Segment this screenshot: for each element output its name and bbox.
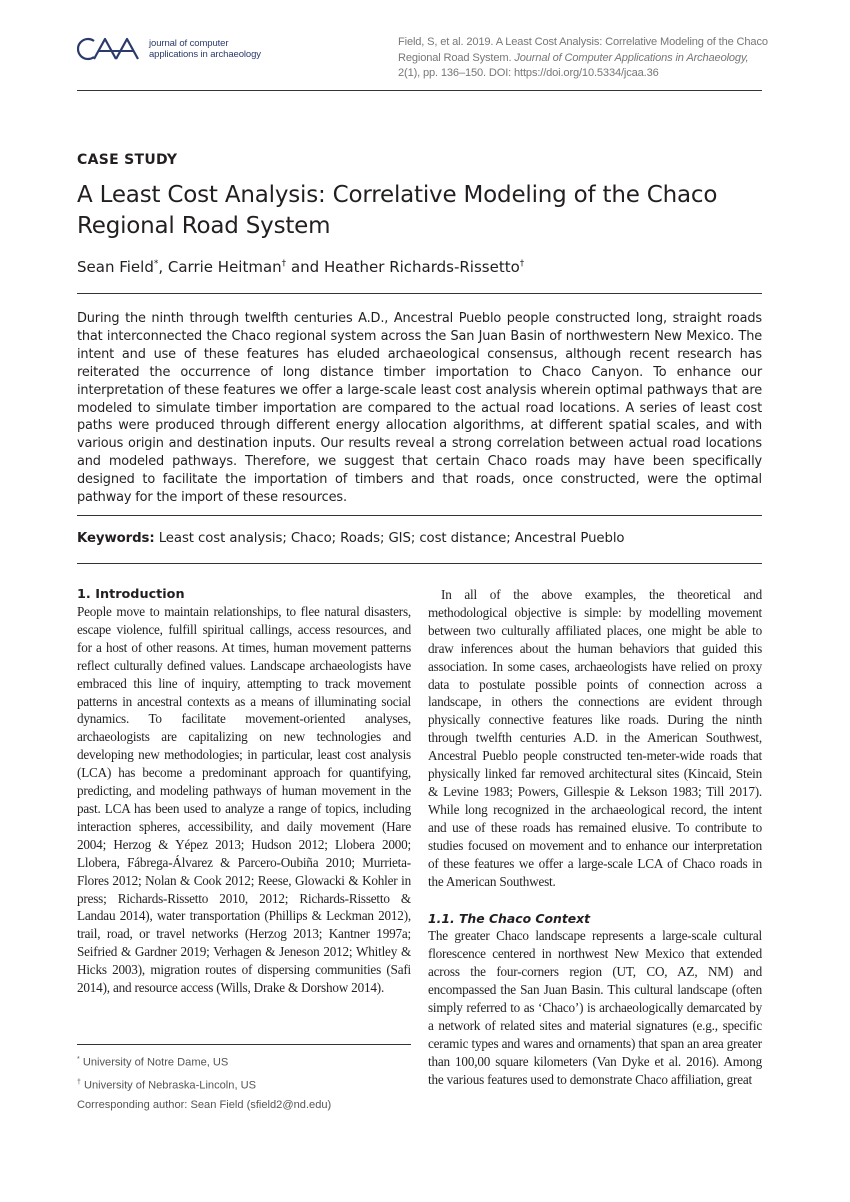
author-affiliation-mark: † — [519, 259, 525, 269]
author-name: Sean Field — [77, 258, 154, 276]
citation — [398, 35, 768, 82]
section-heading-introduction: 1. Introduction — [77, 587, 185, 602]
left-column — [77, 587, 411, 997]
article-title: A Least Cost Analysis: Correlative Modeling of the Chaco Regional Road System — [77, 182, 718, 239]
author-separator: and — [286, 258, 324, 276]
article-type: CASE STUDY — [77, 152, 178, 168]
keywords — [77, 531, 624, 546]
abstract: During the ninth through twelfth centuries A.D., Ancestral Pueblo people constructed long, straight roads that interconnected the Chaco regional system across the San Juan Basin of northwestern New Mexico. The intent and use of these features has eluded archaeological consensus, although recent research has reiterated the occurrence of long distance timber importation to Chaco Canyon. To enhance our interpretation of these features we offer a large-scale least cost analysis wherein optimal pathways that are modeled to simulate timber importation are compared to the actual road locations. A series of least cost paths were produced through different energy allocation algorithms, at different spatial scales, and with various origin and destination inputs. Our results reveal a strong correlation between actual road locations and modeled pathways. Therefore, we suggest that certain Chaco roads may have been specifically designed to facilitate the importation of timbers and that roads, once constructed, were the optimal pathway for the import of these resources. — [77, 311, 762, 506]
author-name: Heather Richards-Rissetto — [323, 258, 520, 276]
logo-line-1: journal of computer — [149, 38, 229, 49]
footnote-1-text: University of Notre Dame, US — [82, 1056, 229, 1069]
keywords-label: Keywords: — [77, 531, 155, 546]
abstract-top-rule — [77, 293, 762, 294]
keywords-text: Least cost analysis; Chaco; Roads; GIS; cost distance; Ancestral Pueblo — [158, 531, 625, 546]
footnotes — [77, 1050, 411, 1115]
footnote-2-text: University of Nebraska-Lincoln, US — [84, 1079, 257, 1092]
footnote-1 — [77, 1050, 411, 1073]
journal-logo[interactable] — [77, 34, 261, 64]
right-column — [428, 586, 762, 1089]
corresponding-author[interactable]: Corresponding author: Sean Field (sfield2@nd.edu) — [77, 1098, 332, 1111]
author-separator: , — [158, 258, 168, 276]
citation-part-2[interactable]: 2(1), pp. 136–150. DOI: https://doi.org/10.5334/jcaa.36 — [398, 67, 659, 79]
footnote-1-mark: * — [77, 1056, 80, 1063]
caa-logo-icon — [77, 34, 143, 64]
logo-text — [149, 38, 261, 60]
footnote-2 — [77, 1073, 411, 1096]
footnote-rule — [77, 1044, 411, 1045]
author-affiliation-mark: * — [153, 259, 159, 269]
introduction-paragraph-2: In all of the above examples, the theoretical and methodological objective is simple: by modelling movement between two culturally affiliated places, one might be able to draw inferences about the human behaviors that guided this association. In some cases, archaeologists have relied on proxy data to postulate possible points of connection across a landscape, in others the connections are evident through physically connective features like roads. During the ninth through twelfth centuries A.D. in the American Southwest, Ancestral Pueblo people constructed ten-meter-wide roads that physically linked far removed architectural sites (Kincaid, Stein & Levine 1983; Powers, Gillespie & Lekson 1983; Till 2017). While long recognized in the archaeological record, the intent and use of these roads has remained elusive. To contribute to studies focused on movement and to enhance our interpretation of these features we offer a large-scale LCA of Chaco roads in the American Southwest. — [428, 587, 762, 889]
footnote-2-mark: † — [77, 1078, 81, 1086]
subsection-heading-chaco-context: 1.1. The Chaco Context — [428, 911, 591, 927]
citation-journal: Journal of Computer Applications in Archaeology, — [514, 51, 749, 64]
chaco-context-paragraph: The greater Chaco landscape represents a large-scale cultural florescence centered in northwest New Mexico that extended across the four-corners region (UT, CO, AZ, NM) and encompassed the San Juan Basin. This cultural landscape (often simply referred to as ‘Chaco’) is archaeologically demarcated by a network of related sites and material signatures (e.g., specific ceramic types and wares and ornaments) that span an area greater than 100,00 square kilometers (Van Dyke et al. 2016). Among the various features used to demonstrate Chaco affiliation, great — [428, 928, 762, 1087]
author-name: Carrie Heitman — [167, 258, 282, 276]
logo-line-2: applications in archaeology — [149, 49, 261, 60]
author-affiliation-mark: † — [281, 259, 287, 269]
header-rule — [77, 90, 762, 91]
citation-part-1: Field, S, et al. 2019. A Least Cost Analysis: Correlative Modeling of the Chaco Regional Road System. — [398, 36, 768, 64]
keywords-rule — [77, 563, 762, 564]
author-list — [77, 258, 524, 276]
abstract-bottom-rule — [77, 515, 762, 516]
introduction-paragraph: People move to maintain relationships, to flee natural disasters, escape violence, fulfill spiritual callings, access resources, and for a host of other reasons. At times, human movement patterns reflect culturally defined values. Landscape archaeologists have embraced this line of inquiry, attempting to track movement patterns in ancestral contexts as a means of illuminating social dynamics. To facilitate movement-oriented analyses, archaeologists are capitalizing on new technologies and developing new methodologies; in particular, least cost analysis (LCA) has become a predominant approach for quantifying, predicting, and modeling pathways of human movement in the past. LCA has been used to analyze a range of topics, including interaction spheres, accessibility, and daily movement (Hare 2004; Herzog & Yépez 2013; Hudson 2012; Llobera 2000; Llobera, Fábrega-Álvarez & Parcero-Oubiña 2010; Murrieta-Flores 2012; Nolan & Cook 2012; Reese, Glowacki & Kohler in press; Richards-Rissetto 2010, 2012; Richards-Rissetto & Landau 2014), water transportation (Phillips & Leckman 2012), trail, road, or travel networks (Herzog 2013; Kantner 1997a; Seifried & Gardner 2019; Verhagen & Jeneson 2012; Whitley & Hicks 2003), migration routes of dispersing communities (Safi 2014), and resource access (Wills, Drake & Dorshow 2014). — [77, 604, 411, 996]
